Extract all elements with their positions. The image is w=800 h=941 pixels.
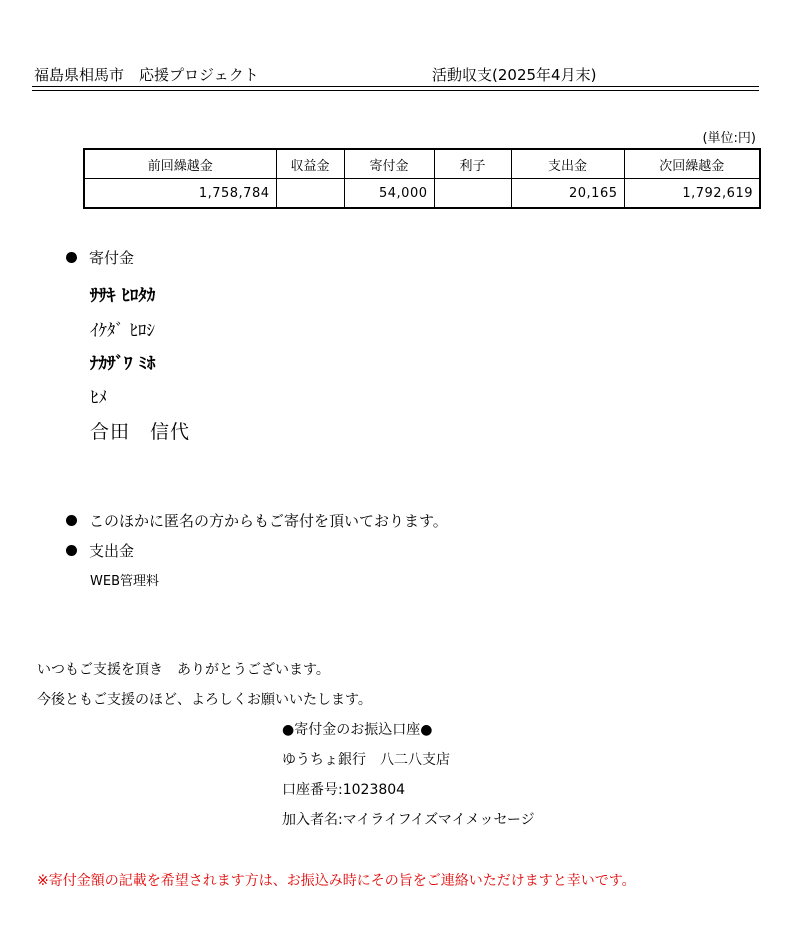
value-next-balance: 1,792,619 (624, 179, 760, 209)
header-rule-bottom (32, 90, 759, 91)
unit-label: (単位:円) (702, 131, 756, 146)
header-period: 活動収支(2025年4月末) (432, 66, 597, 84)
header-rule-top (32, 86, 759, 87)
bank-account-heading: ●寄付金のお振込口座● (282, 722, 433, 738)
expense-item: WEB管理料 (90, 574, 159, 589)
value-expenses: 20,165 (511, 179, 624, 209)
bank-name: ゆうちょ銀行 八二八支店 (282, 752, 450, 768)
anonymous-note-text: このほかに匿名の方からもご寄付を頂いております。 (89, 512, 448, 530)
donations-heading (66, 247, 134, 268)
donor-name: ｻｻｷ ﾋﾛﾀｶ (90, 286, 156, 306)
col-header-donations: 寄付金 (344, 149, 434, 179)
donor-name: ｲｹﾀﾞ ﾋﾛｼ (90, 321, 155, 341)
donor-name: ﾋﾒ (90, 388, 107, 408)
value-revenue (276, 179, 344, 209)
bullet-icon (66, 252, 77, 263)
donor-name: ﾅｶｻﾞﾜ ﾐﾎ (90, 354, 156, 374)
thanks-line: 今後ともご支援のほど、よろしくお願いいたします。 (37, 692, 372, 708)
col-header-revenue: 収益金 (276, 149, 344, 179)
summary-table (83, 148, 761, 209)
bullet-icon (66, 515, 77, 526)
donations-heading-label: 寄付金 (89, 249, 135, 267)
col-header-previous-balance: 前回繰越金 (84, 149, 276, 179)
notice-text: ※寄付金額の記載を希望されます方は、お振込み時にその旨をご連絡いただけますと幸いです。 (37, 873, 636, 889)
anonymous-note (66, 510, 448, 531)
account-number: 口座番号:1023804 (282, 782, 406, 798)
value-previous-balance: 1,758,784 (84, 179, 276, 209)
thanks-line: いつもご支援を頂き ありがとうございます。 (37, 662, 330, 678)
expenses-heading-label: 支出金 (89, 542, 135, 560)
summary-value-row (84, 179, 760, 209)
col-header-expenses: 支出金 (511, 149, 624, 179)
bullet-icon (66, 545, 77, 556)
account-holder: 加入者名:マイライフイズマイメッセージ (282, 812, 535, 828)
col-header-interest: 利子 (434, 149, 511, 179)
col-header-next-balance: 次回繰越金 (624, 149, 760, 179)
header-title: 福島県相馬市 応援プロジェクト (34, 66, 259, 84)
donor-name: 合田 信代 (90, 421, 191, 443)
value-donations: 54,000 (344, 179, 434, 209)
expenses-heading (66, 540, 134, 561)
summary-header-row (84, 149, 760, 179)
value-interest (434, 179, 511, 209)
